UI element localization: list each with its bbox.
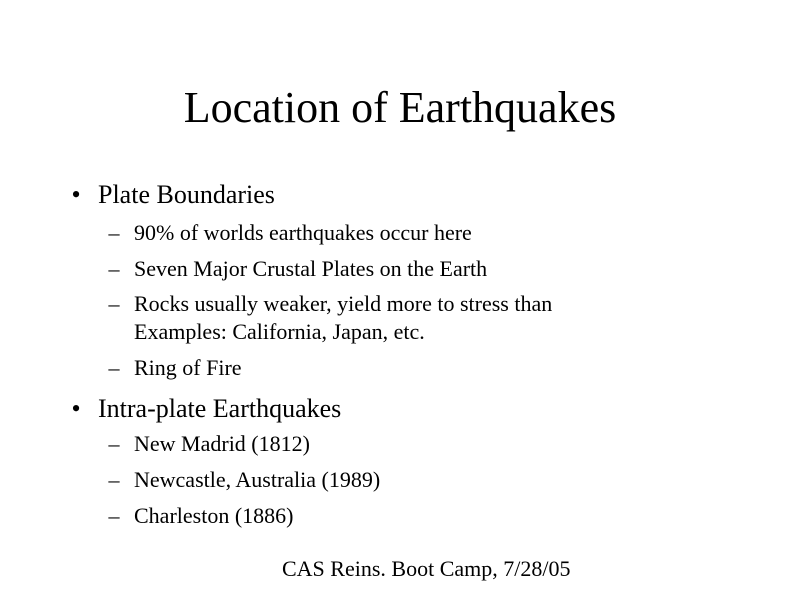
sub-item-text: Charleston (1886) <box>134 503 294 528</box>
sub-item-text: 90% of worlds earthquakes occur here <box>134 220 472 245</box>
sub-item-text: Ring of Fire <box>134 355 242 380</box>
sub-item-text: Rocks usually weaker, yield more to stress than Examples: California, Japan, etc. <box>134 291 553 344</box>
bullet-heading: Intra-plate Earthquakes <box>98 394 342 423</box>
sub-item-text: New Madrid (1812) <box>134 431 310 456</box>
dash-icon: – <box>108 431 120 456</box>
dash-icon: – <box>108 291 120 316</box>
dash-icon: – <box>108 256 120 281</box>
dash-icon: – <box>108 355 120 380</box>
sub-item-text: Newcastle, Australia (1989) <box>134 467 381 492</box>
bullet-heading: Plate Boundaries <box>98 180 275 209</box>
dash-icon: – <box>108 220 120 245</box>
slide-footer: CAS Reins. Boot Camp, 7/28/05 <box>282 556 571 581</box>
bullet-icon: • <box>71 180 81 209</box>
slide-title: Location of Earthquakes <box>183 83 617 132</box>
bullet-icon: • <box>71 394 81 423</box>
dash-icon: – <box>108 503 120 528</box>
dash-icon: – <box>108 467 120 492</box>
sub-item-text: Seven Major Crustal Plates on the Earth <box>134 256 488 281</box>
